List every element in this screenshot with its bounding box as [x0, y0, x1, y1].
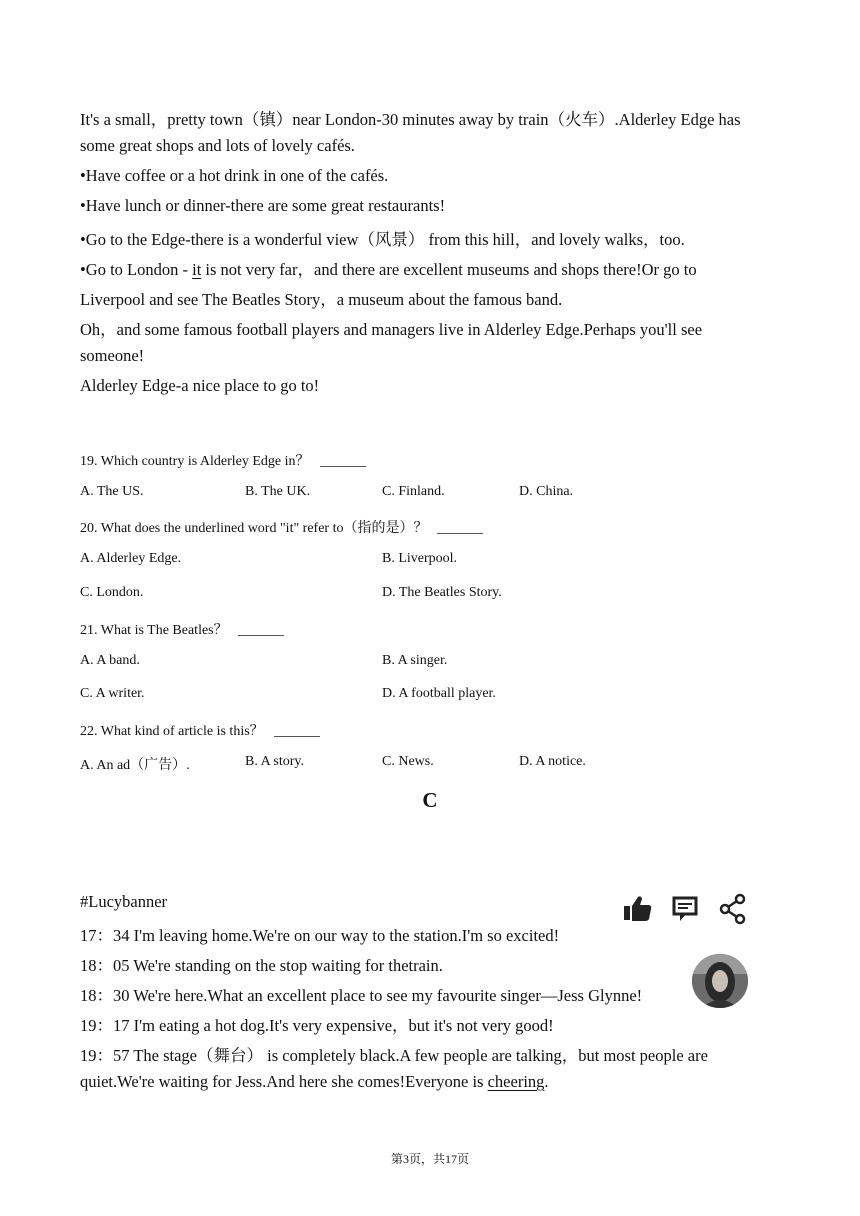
question-stem: 22. What kind of article is this？: [80, 724, 264, 739]
answer-blank: [320, 465, 366, 467]
answer-blank: [238, 634, 284, 636]
answer-blank: [274, 735, 320, 737]
option-c: C. A writer.: [80, 686, 145, 701]
question-21: [80, 619, 284, 639]
thumbs-up-icon[interactable]: [624, 896, 651, 921]
social-icons: [622, 892, 750, 926]
passage-line: some great shops and lots of lovely cafés.: [80, 136, 355, 155]
option-c: C. London.: [80, 585, 144, 600]
page-footer: 第3页，共17页: [390, 1152, 469, 1166]
option-d: D. China.: [519, 484, 574, 499]
option-b: B. The UK.: [245, 484, 311, 499]
question-22: [80, 720, 320, 740]
option-a: A. A band.: [80, 653, 140, 668]
option-c: C. News.: [382, 754, 434, 769]
option-a: A. An ad（广告）.: [80, 758, 190, 773]
post-1830: 18：30 We're here.What an excellent place to see my favourite singer—Jess Glynne!: [80, 986, 643, 1005]
question-stem: 20. What does the underlined word "it" refer to（指的是）？: [80, 521, 428, 536]
share-icon[interactable]: [721, 895, 744, 923]
bullet-text: is not very far，and there are excellent museums and shops there!Or go to: [201, 260, 697, 279]
question-19: [80, 450, 366, 470]
post-1805: 18：05 We're standing on the stop waiting for thetrain.: [80, 956, 443, 975]
answer-blank: [437, 532, 483, 534]
option-a: A. The US.: [80, 484, 144, 499]
bullet-london: [80, 256, 697, 280]
option-b: B. A singer.: [382, 653, 448, 668]
option-d: D. The Beatles Story.: [382, 585, 502, 600]
question-20: [80, 517, 483, 537]
post-text: .: [544, 1072, 549, 1091]
bullet-lunch: •Have lunch or dinner-there are some great restaurants!: [80, 196, 446, 215]
option-b: B. Liverpool.: [382, 551, 458, 566]
underlined-cheering: cheering: [487, 1072, 545, 1091]
post-1957-cont: [80, 1072, 549, 1092]
option-b: B. A story.: [245, 754, 304, 769]
passage-line: It's a small，pretty town（镇）near London-30 minutes away by train（火车）.Alderley Edge has: [80, 110, 741, 129]
passage-line: Liverpool and see The Beatles Story，a museum about the famous band.: [80, 290, 563, 309]
option-c: C. Finland.: [382, 484, 445, 499]
section-title: C: [422, 788, 438, 812]
post-text: quiet.We're waiting for Jess.And here she comes!Everyone is: [80, 1072, 488, 1091]
passage-closing: Alderley Edge-a nice place to go to!: [80, 376, 320, 395]
passage-line: Oh，and some famous football players and managers live in Alderley Edge.Perhaps you'll see: [80, 320, 703, 339]
passage-line: someone!: [80, 346, 145, 365]
bullet-edge: •Go to the Edge-there is a wonderful view（风景） from this hill，and lovely walks，too.: [80, 230, 685, 249]
option-d: D. A notice.: [519, 754, 586, 769]
post-1734: 17：34 I'm leaving home.We're on our way to the station.I'm so excited!: [80, 926, 560, 945]
underlined-it: it: [192, 260, 202, 279]
hashtag: #Lucybanner: [80, 892, 168, 911]
post-1957: 19：57 The stage（舞台） is completely black.A few people are talking，but most people are: [80, 1046, 708, 1065]
question-stem: 19. Which country is Alderley Edge in？: [80, 454, 310, 469]
avatar: [692, 954, 748, 1008]
bullet-coffee: •Have coffee or a hot drink in one of the cafés.: [80, 166, 389, 185]
post-1917: 19：17 I'm eating a hot dog.It's very expensive，but it's not very good!: [80, 1016, 554, 1035]
option-a: A. Alderley Edge.: [80, 551, 182, 566]
comment-icon[interactable]: [674, 898, 696, 921]
option-d: D. A football player.: [382, 686, 496, 701]
question-stem: 21. What is The Beatles？: [80, 623, 228, 638]
bullet-text: •Go to London -: [80, 260, 193, 279]
